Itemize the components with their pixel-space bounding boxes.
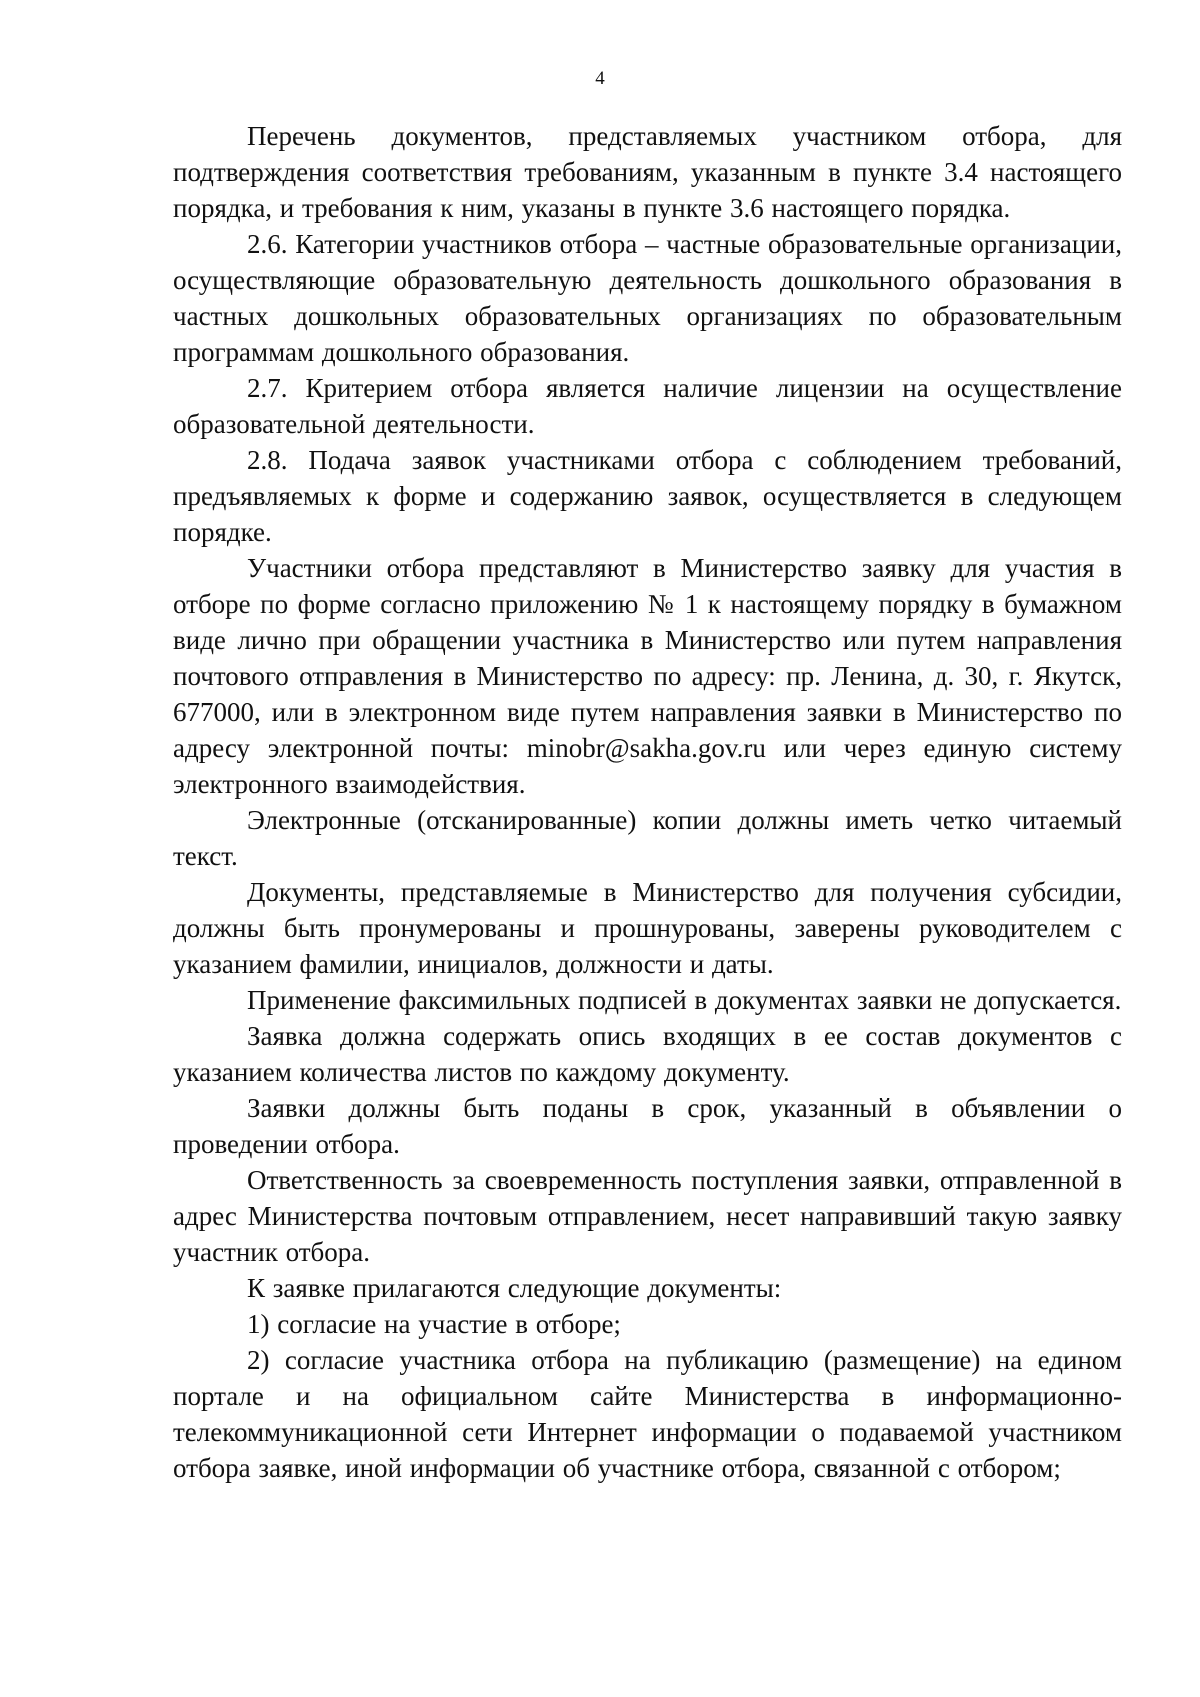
- paragraph-2-7-criterion: 2.7. Критерием отбора является наличие лицензии на осуществление образовательной деятельности.: [173, 373, 1122, 439]
- document-body: [173, 118, 1122, 1486]
- paragraph-deadline: Заявки должны быть поданы в срок, указанный в объявлении о проведении отбора.: [173, 1093, 1122, 1159]
- paragraph-inventory: Заявка должна содержать опись входящих в ее состав документов с указанием количества листов по каждому документу.: [173, 1021, 1122, 1087]
- list-item-2-publication-consent: 2) согласие участника отбора на публикацию (размещение) на едином портале и на официальном сайте Министерства в информационно-телекоммуникационной сети Интернет информации о подаваемой участником отбора заявке, иной информации об участнике отбора, связанной с отбором;: [173, 1345, 1122, 1483]
- paragraph-participants-submit: Участники отбора представляют в Министерство заявку для участия в отборе по форме согласно приложению № 1 к настоящему порядку в бумажном виде лично при обращении участника в Министерство или путем направления почтового отправления в Министерство по адресу: пр. Ленина, д. 30, г. Якутск, 677000, или в электронном виде путем направления заявки в Министерство по адресу электронной почты: minobr@sakha.gov.ru или через единую систему электронного взаимодействия.: [173, 553, 1122, 799]
- paragraph-2-6-categories: 2.6. Категории участников отбора – частные образовательные организации, осуществляющие образовательную деятельность дошкольного образования в частных дошкольных образовательных организациях по образовательным программам дошкольного образования.: [173, 229, 1122, 367]
- paragraph-responsibility: Ответственность за своевременность поступления заявки, отправленной в адрес Министерства почтовым отправлением, несет направивший такую заявку участник отбора.: [173, 1165, 1122, 1267]
- page-number: 4: [595, 68, 605, 89]
- paragraph-documents-numbered: Документы, представляемые в Министерство для получения субсидии, должны быть пронумерованы и прошнурованы, заверены руководителем с указанием фамилии, инициалов, должности и даты.: [173, 877, 1122, 979]
- paragraph-2-8-submission: 2.8. Подача заявок участниками отбора с соблюдением требований, предъявляемых к форме и содержанию заявок, осуществляется в следующем порядке.: [173, 445, 1122, 547]
- paragraph-facsimile: Применение факсимильных подписей в документах заявки не допускается.: [247, 985, 1122, 1015]
- list-item-1-consent: 1) согласие на участие в отборе;: [247, 1309, 621, 1339]
- paragraph-electronic-copies: Электронные (отсканированные) копии должны иметь четко читаемый текст.: [173, 805, 1122, 871]
- paragraph-attachments-intro: К заявке прилагаются следующие документы:: [247, 1273, 782, 1303]
- paragraph-documents-list: Перечень документов, представляемых участником отбора, для подтверждения соответствия требованиям, указанным в пункте 3.4 настоящего порядка, и требования к ним, указаны в пункте 3.6 настоящего порядка.: [173, 121, 1122, 223]
